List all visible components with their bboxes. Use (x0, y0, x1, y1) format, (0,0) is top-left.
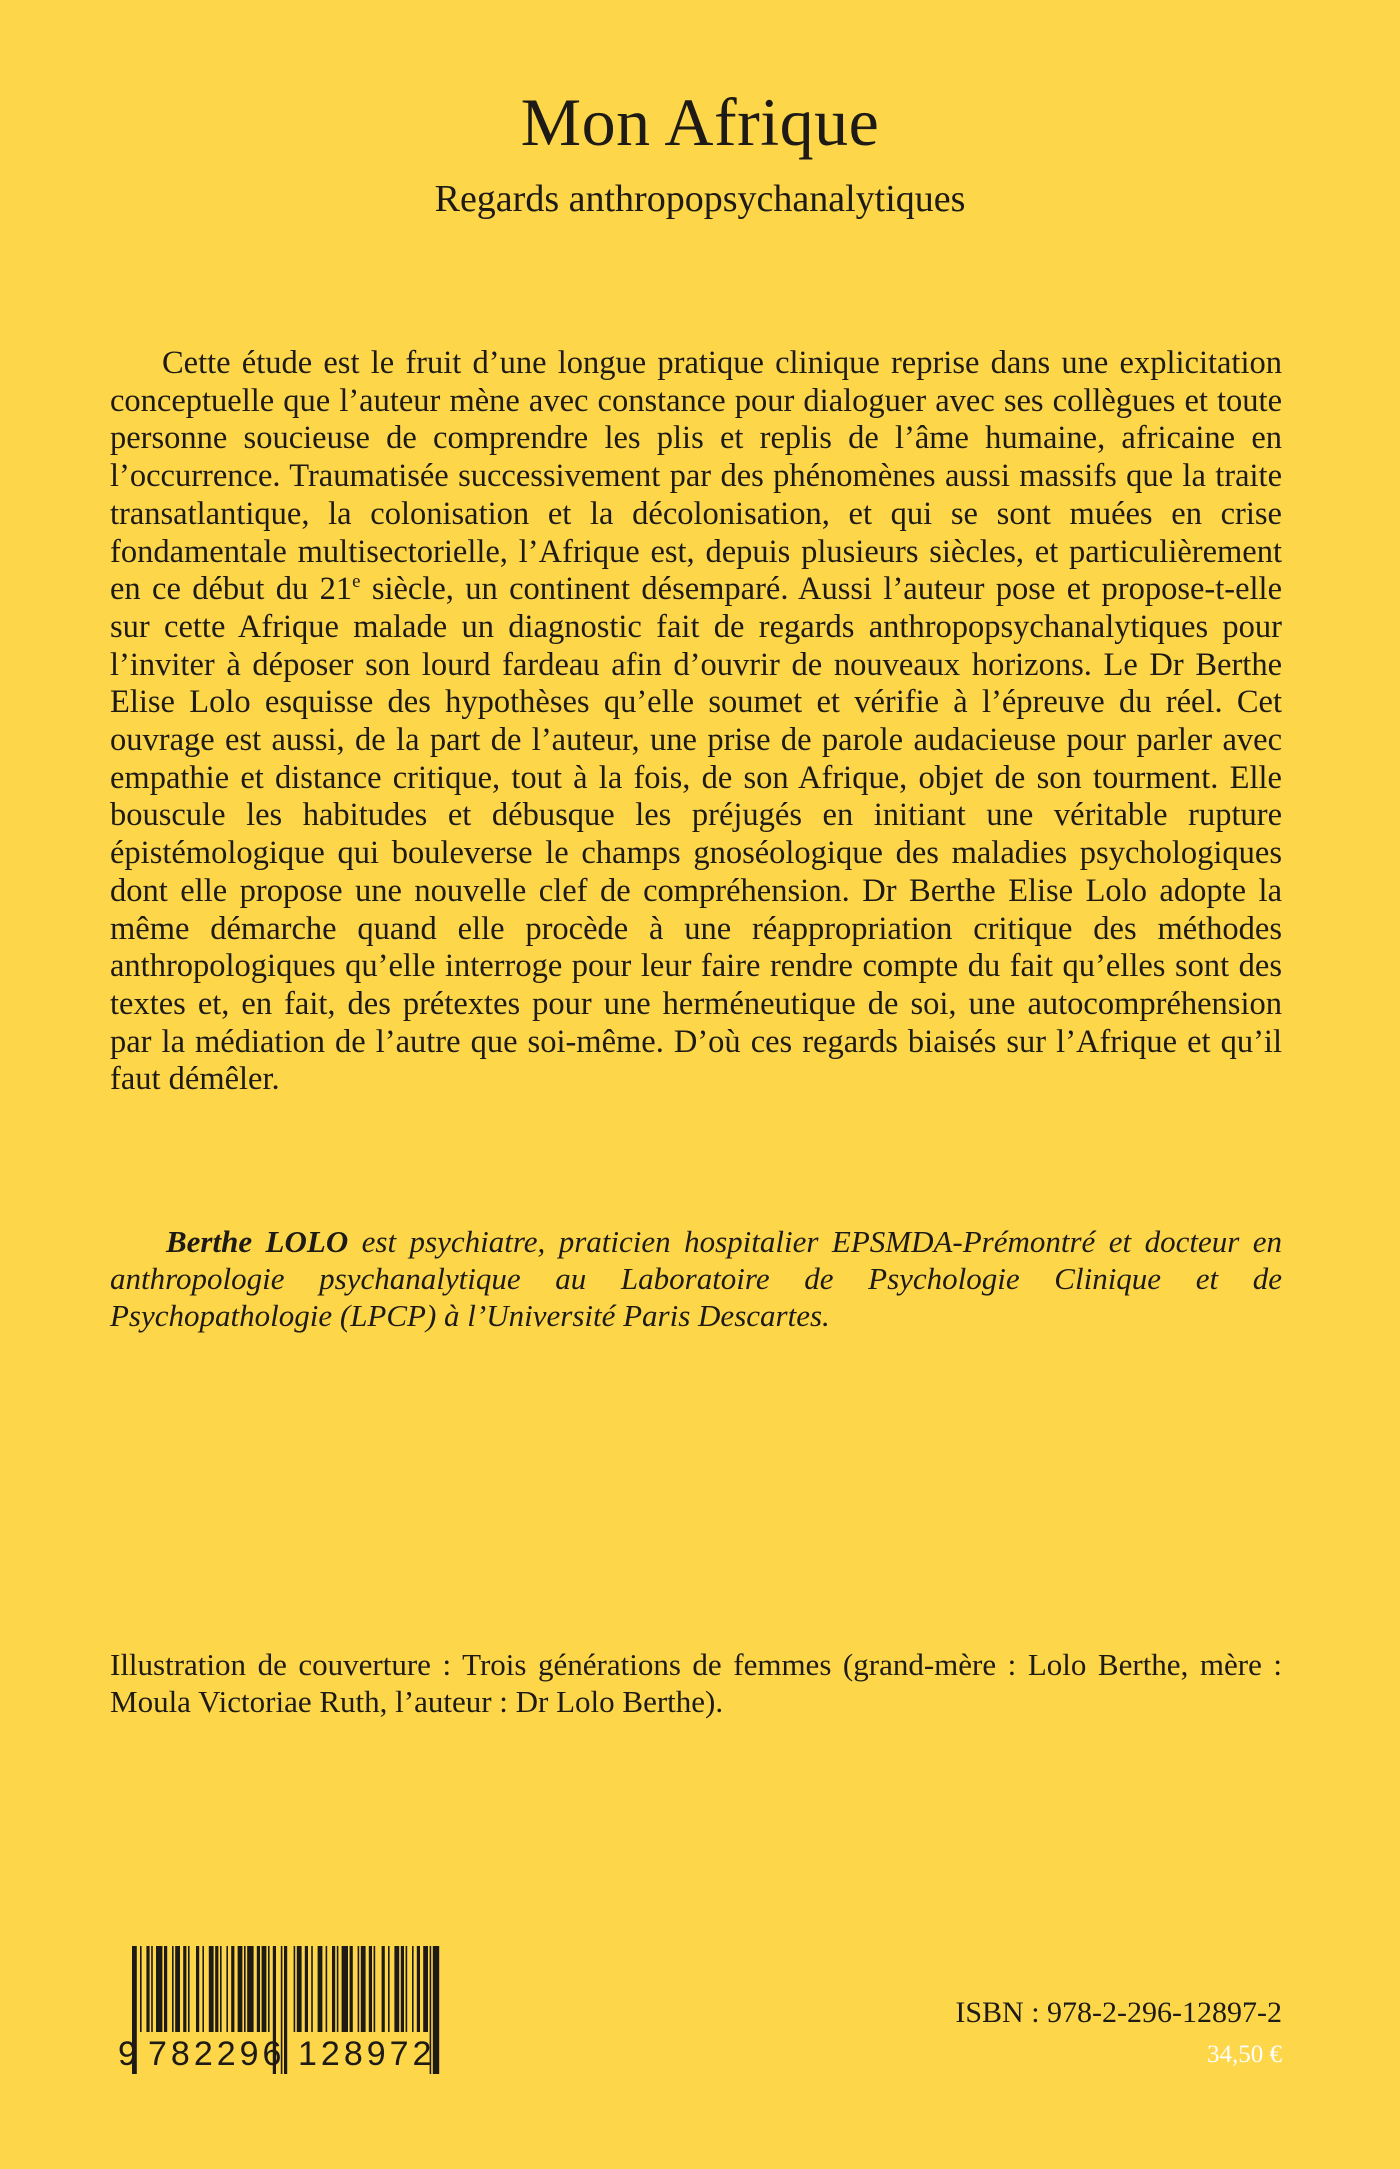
barcode-bar (361, 1946, 366, 2032)
barcode-bar (423, 1946, 428, 2032)
barcode-bar (394, 1946, 399, 2032)
barcode-digits (118, 2034, 448, 2074)
barcode-bar (374, 1946, 376, 2032)
barcode-bar (358, 1946, 360, 2032)
author-bio (110, 1223, 1282, 1334)
summary-text-part-2: siècle, un continent désemparé. Aussi l’auteur pose et propose-t-elle sur cette Afrique malade un diagnostic fait de regards anthropopsychanalytiques pour l’inviter à déposer son lourd fardeau afin d’ouvrir de nouveaux horizons. Le Dr Berthe Elise Lolo esquisse des hypothèses qu’elle soumet et vérifie à l’épreuve du réel. Cet ouvrage est aussi, de la part de l’auteur, une prise de parole audacieuse pour parler avec empathie et distance critique, tout à la fois, de son Afrique, objet de son tourment. Elle bouscule les habitudes et débusque les préjugés en initiant une véritable rupture épistémologique qui bouleverse le champs gnoséologique des maladies psychologiques dont elle propose une nouvelle clef de compréhension. Dr Berthe Elise Lolo adopte la même démarche quand elle procède à une réappropriation critique des méthodes anthropologiques qu’elle interroge pour leur faire rendre compte du fait qu’elles sont des textes et, en fait, des prétextes pour une herméneutique de soi, une autocompréhension par la médiation de l’autre que soi-même. D’où ces regards biaisés sur l’Afrique et qu’il faut démêler. (110, 571, 1283, 1098)
summary-text-part-1: Cette étude est le fruit d’une longue pratique clinique reprise dans une explicitation conceptuelle que l’auteur mène avec constance pour dialoguer avec ses collègues et toute personne soucieuse de comprendre les plis et replis de l’âme humaine, africaine en l’occurrence. Traumatisée successivement par des phénomènes aussi massifs que la traite transatlantique, la colonisation et la décolonisation, et qui se sont muées en crise fondamentale multisectorielle, l’Afrique est, depuis plusieurs siècles, et particulièrement en ce début du 21 (110, 345, 1282, 608)
barcode-bar (311, 1946, 313, 2032)
price: 34,50 € (1207, 2041, 1282, 2068)
author-name: Berthe LOLO (166, 1224, 349, 1259)
barcode-bar (318, 1946, 323, 2032)
barcode-bar (202, 1946, 204, 2032)
barcode-bar (196, 1946, 199, 2032)
book-subtitle: Regards anthropopsychanalytiques (434, 178, 966, 220)
barcode-bar (294, 1946, 296, 2032)
barcode-bar (172, 1946, 174, 2032)
barcode-bar (183, 1946, 186, 2032)
barcode-bar (257, 1946, 260, 2032)
barcode-digit-group-right: 128972 (298, 2035, 436, 2073)
barcode-bar (146, 1946, 149, 2032)
barcode-bar (247, 1946, 253, 2032)
barcode-bar (326, 1946, 328, 2032)
author-bio-text: est psychiatre, praticien hospitalier EPSMDA-Prémontré et docteur en anthropologie psychanalytique au Laboratoire de Psychologie Clinique et de Psychopathologie (LPCP) à l’Université Paris Descartes. (110, 1224, 1282, 1333)
summary-superscript: e (352, 571, 361, 593)
barcode-lead-digit: 9 (118, 2035, 137, 2073)
barcode-bar (140, 1946, 142, 2032)
book-title: Mon Afrique (520, 84, 880, 160)
barcode-bar (401, 1946, 404, 2032)
barcode-bar (332, 1946, 335, 2032)
barcode-bar (388, 1946, 390, 2032)
barcode-bar (244, 1946, 246, 2032)
barcode-bar (406, 1946, 408, 2032)
barcode-bar (262, 1946, 267, 2032)
barcode-digit-group-left: 782296 (148, 2035, 286, 2073)
barcode-bar (305, 1946, 308, 2032)
barcode-bar (209, 1946, 214, 2032)
barcode-bar (268, 1946, 270, 2032)
barcode-bar (350, 1946, 353, 2032)
barcode-bar (369, 1946, 372, 2032)
barcode-bar (175, 1946, 180, 2032)
barcode-bar (215, 1946, 218, 2032)
barcode-bar (297, 1946, 302, 2032)
barcode-bar (226, 1946, 228, 2032)
cover-illustration-credit: Illustration de couverture : Trois générations de femmes (grand-mère : Lolo Berthe, mère : Moula Victoriae Ruth, l’auteur : Dr Lolo Berthe). (110, 1647, 1282, 1719)
barcode-bar (238, 1946, 243, 2032)
barcode-bar (382, 1946, 385, 2032)
isbn-number: ISBN : 978-2-296-12897-2 (955, 1996, 1282, 2029)
barcode-bar (156, 1946, 162, 2032)
barcode-bar (151, 1946, 153, 2032)
barcode-bar (412, 1946, 414, 2032)
barcode-bar (220, 1946, 222, 2032)
barcode-bar (164, 1946, 167, 2032)
barcode-bar (342, 1946, 348, 2032)
barcode-bar (337, 1946, 339, 2032)
barcode-bar (188, 1946, 190, 2032)
summary-paragraph (110, 345, 1282, 1099)
barcode-bar (231, 1946, 234, 2032)
barcode-bar (417, 1946, 420, 2032)
